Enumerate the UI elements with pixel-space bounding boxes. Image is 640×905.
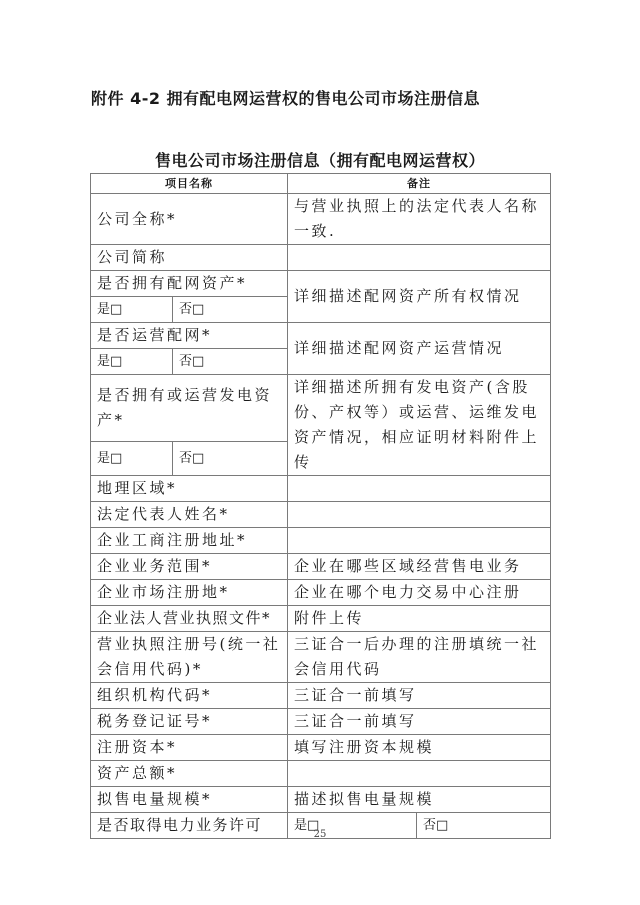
table-row (91, 323, 551, 349)
row-note: 详细描述配网资产所有权情况 (288, 271, 551, 323)
table-row (91, 761, 551, 787)
table-row (91, 580, 551, 606)
row-name: 税务登记证号* (91, 709, 288, 735)
row-name: 资产总额* (91, 761, 288, 787)
row-name: 企业工商注册地址* (91, 528, 288, 554)
no-checkbox[interactable]: 否□ (173, 297, 288, 323)
row-name: 地理区域* (91, 476, 288, 502)
table-row (91, 528, 551, 554)
table-row (91, 375, 551, 442)
yes-checkbox[interactable]: 是□ (288, 813, 417, 839)
row-name: 法定代表人姓名* (91, 502, 288, 528)
row-note (288, 761, 551, 787)
row-name: 企业法人营业执照文件* (91, 606, 288, 632)
header-note: 备注 (288, 174, 551, 194)
table-row (91, 709, 551, 735)
no-checkbox[interactable]: 否□ (173, 441, 288, 475)
table-row (91, 735, 551, 761)
yes-checkbox[interactable]: 是□ (91, 297, 173, 323)
table-row (91, 554, 551, 580)
row-name: 营业执照注册号(统一社会信用代码)* (91, 632, 288, 683)
row-note: 与营业执照上的法定代表人名称一致. (288, 194, 551, 245)
yes-checkbox[interactable]: 是□ (91, 441, 173, 475)
row-name: 是否取得电力业务许可 (91, 813, 288, 839)
row-note: 详细描述配网资产运营情况 (288, 323, 551, 375)
row-note: 三证合一后办理的注册填统一社会信用代码 (288, 632, 551, 683)
row-note: 三证合一前填写 (288, 683, 551, 709)
table-row (91, 502, 551, 528)
table-row (91, 606, 551, 632)
table-row (91, 245, 551, 271)
table-row (91, 787, 551, 813)
row-name: 公司全称* (91, 194, 288, 245)
row-note (288, 245, 551, 271)
row-name: 是否拥有配网资产* (91, 271, 288, 297)
row-note: 企业在哪个电力交易中心注册 (288, 580, 551, 606)
row-note: 描述拟售电量规模 (288, 787, 551, 813)
row-note: 详细描述所拥有发电资产(含股份、产权等）或运营、运维发电资产情况，相应证明材料附件上传 (288, 375, 551, 476)
table-row (91, 271, 551, 297)
attachment-heading: 附件 4-2 拥有配电网运营权的售电公司市场注册信息 (91, 89, 481, 108)
row-name: 是否拥有或运营发电资产* (91, 375, 288, 442)
row-name: 注册资本* (91, 735, 288, 761)
registration-table (90, 173, 551, 839)
row-name: 公司简称 (91, 245, 288, 271)
yes-checkbox[interactable]: 是□ (91, 349, 173, 375)
row-note (288, 502, 551, 528)
row-note: 企业在哪些区域经营售电业务 (288, 554, 551, 580)
row-name: 是否运营配网* (91, 323, 288, 349)
header-item-name: 项目名称 (91, 174, 288, 194)
page-number: 25 (313, 829, 327, 840)
table-row (91, 683, 551, 709)
table-row (91, 194, 551, 245)
table-header-row (91, 174, 551, 194)
row-note: 三证合一前填写 (288, 709, 551, 735)
no-checkbox[interactable]: 否□ (417, 813, 551, 839)
row-note (288, 528, 551, 554)
row-note: 附件上传 (288, 606, 551, 632)
table-row (91, 632, 551, 683)
no-checkbox[interactable]: 否□ (173, 349, 288, 375)
row-note: 填写注册资本规模 (288, 735, 551, 761)
row-name: 企业市场注册地* (91, 580, 288, 606)
row-note (288, 476, 551, 502)
table-title: 售电公司市场注册信息（拥有配电网运营权） (154, 151, 485, 170)
row-name: 企业业务范围* (91, 554, 288, 580)
row-name: 组织机构代码* (91, 683, 288, 709)
table-row (91, 476, 551, 502)
row-name: 拟售电量规模* (91, 787, 288, 813)
